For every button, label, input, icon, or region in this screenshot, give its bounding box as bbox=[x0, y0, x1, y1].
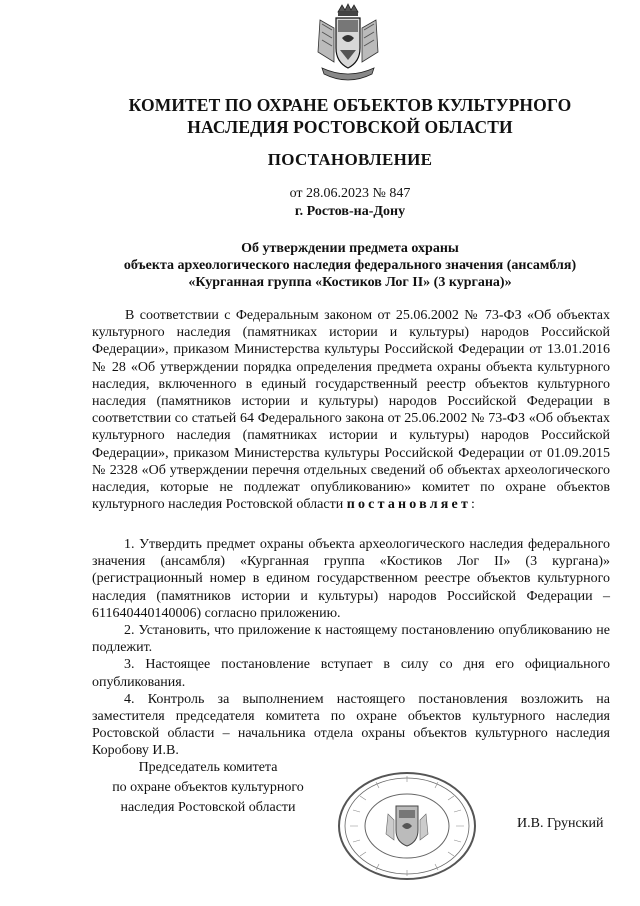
committee-name-line2: НАСЛЕДИЯ РОСТОВСКОЙ ОБЛАСТИ bbox=[187, 117, 513, 137]
resolution-item-1: 1. Утвердить предмет охраны объекта археологического наследия федерального значения (ансамбля) «Курганная группа «Костиков Лог II» (3 кургана)» (регистрационный номер в едином государственном реестре объектов культурного наследия (памятников истории и культуры) народов Российской Федерации – 611640440140006) согласно приложению. bbox=[92, 537, 610, 621]
decree-word: постановляет bbox=[346, 497, 472, 513]
preamble-colon: : bbox=[471, 497, 475, 513]
resolution-item-2: 2. Установить, что приложение к настоящему постановлению опубликованию не подлежит. bbox=[92, 623, 610, 656]
signatory-position bbox=[96, 758, 320, 818]
subject-line1: Об утверждении предмета охраны bbox=[241, 241, 459, 256]
document-city: г. Ростов-на-Дону bbox=[294, 204, 406, 219]
committee-name-line1: КОМИТЕТ ПО ОХРАНЕ ОБЪЕКТОВ КУЛЬТУРНОГО bbox=[128, 95, 572, 115]
preamble-paragraph bbox=[92, 307, 610, 513]
subject-line2: объекта археологического наследия федерального значения (ансамбля) bbox=[123, 258, 577, 273]
document-type-title: ПОСТАНОВЛЕНИЕ bbox=[267, 150, 433, 169]
resolution-item-3: 3. Настоящее постановление вступает в силу со дня его официального опубликования. bbox=[92, 657, 610, 690]
signatory-position-line3: наследия Ростовской области bbox=[120, 800, 296, 815]
subject-line3: «Курганная группа «Костиков Лог II» (3 кургана)» bbox=[188, 275, 512, 290]
resolution-item-4: 4. Контроль за выполнением настоящего постановления возложить на заместителя председателя комитета по охране объектов культурного наследия Ростовской области – начальника отдела охраны объектов культурного наследия Коробову И.В. bbox=[92, 691, 610, 759]
signatory-name: И.В. Грунский bbox=[517, 816, 604, 831]
signatory-position-line1: Председатель комитета bbox=[138, 760, 278, 775]
signatory-position-line2: по охране объектов культурного bbox=[112, 780, 304, 795]
preamble-text: В соответствии с Федеральным законом от 25.06.2002 № 73-ФЗ «Об объектах культурного наследия (памятниках истории и культуры) народов Российской Федерации», приказом Министерства культуры Российской Федерации от 13.01.2016 № 28 «Об утверждении порядка определения предмета охраны объекта культурного наследия, включенного в единый государственный реестр объектов культурного наследия (памятников истории и культуры) народов Российской Федерации в соответствии со статьей 64 Федерального закона от 25.06.2002 № 73-ФЗ «Об объектах культурного наследия (памятниках истории и культуры) народов Российской Федерации», приказом Министерства культуры Российской Федерации от 01.09.2015 № 2328 «Об утверждении перечня отдельных сведений об объектах археологического наследия, которые не подлежат опубликованию» комитет по охране объектов культурного наследия Ростовской области bbox=[92, 308, 610, 513]
document-date-number: от 28.06.2023 № 847 bbox=[289, 186, 411, 201]
resolution-items bbox=[92, 536, 610, 760]
coat-of-arms-icon bbox=[312, 2, 384, 88]
official-seal-icon bbox=[336, 770, 478, 882]
